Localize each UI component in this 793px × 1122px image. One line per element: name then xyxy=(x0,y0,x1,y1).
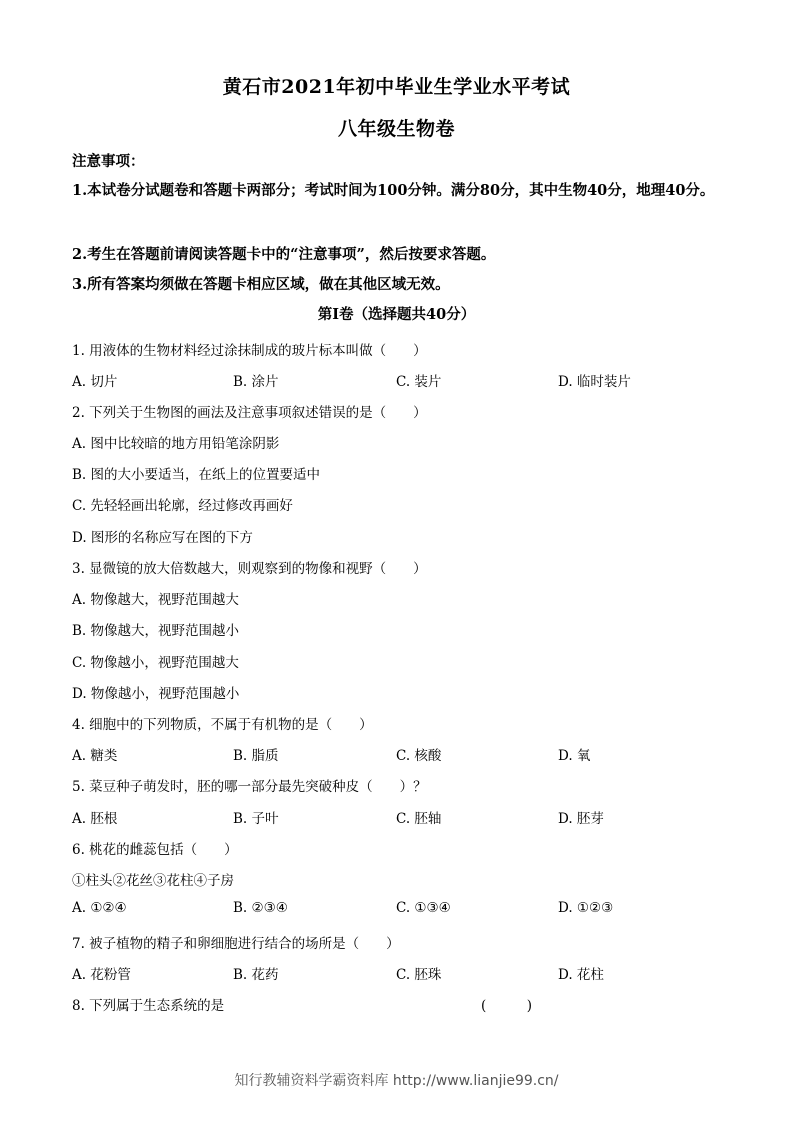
option-b: B. 子叶 xyxy=(233,811,279,827)
option-b: B. 脂质 xyxy=(233,748,279,764)
option-b: B. 花药 xyxy=(233,967,279,983)
question-2-option-a: A. 图中比较暗的地方用铅笔涂阴影 xyxy=(72,436,280,452)
exam-subtitle: 八年级生物卷 xyxy=(337,118,455,140)
option-a: A. 花粉管 xyxy=(72,967,131,983)
option-c: C. 核酸 xyxy=(396,748,442,764)
option-c: C. 装片 xyxy=(396,374,442,390)
note-2: 2.考生在答题前请阅读答题卡中的“注意事项”，然后按要求答题。 xyxy=(72,246,496,263)
option-d: D. 胚芽 xyxy=(558,811,604,827)
option-c: C. ①③④ xyxy=(396,900,451,916)
option-d: D. 临时装片 xyxy=(558,374,631,390)
question-2-option-c: C. 先轻轻画出轮廓，经过修改再画好 xyxy=(72,498,293,514)
option-a: A. 糖类 xyxy=(72,748,118,764)
question-2-option-d: D. 图形的名称应写在图的下方 xyxy=(72,530,253,546)
question-5-options xyxy=(72,807,732,827)
question-2-stem: 2. 下列关于生物图的画法及注意事项叙述错误的是（ ） xyxy=(72,405,427,421)
footer-watermark: 知行教辅资料学霸资料库 http://www.lianjie99.cn/ xyxy=(234,1073,559,1089)
option-a: A. 切片 xyxy=(72,374,118,390)
option-c: C. 胚珠 xyxy=(396,967,442,983)
question-6-options xyxy=(72,900,732,920)
question-6-items: ①柱头②花丝③花柱④子房 xyxy=(72,873,234,889)
option-a: A. 胚根 xyxy=(72,811,118,827)
question-1-options xyxy=(72,370,732,390)
option-c: C. 胚轴 xyxy=(396,811,442,827)
option-d: D. 花柱 xyxy=(558,967,604,983)
question-4-stem: 4. 细胞中的下列物质，不属于有机物的是（ ） xyxy=(72,717,373,733)
question-4-options xyxy=(72,744,732,764)
question-3-option-c: C. 物像越小，视野范围越大 xyxy=(72,655,239,671)
question-3-stem: 3. 显微镜的放大倍数越大，则观察到的物像和视野（ ） xyxy=(72,561,427,577)
note-3: 3.所有答案均须做在答题卡相应区域，做在其他区域无效。 xyxy=(72,276,450,293)
option-b: B. 涂片 xyxy=(233,374,279,390)
question-7-options xyxy=(72,963,732,983)
option-d: D. ①②③ xyxy=(558,900,614,916)
notes-heading: 注意事项： xyxy=(72,153,145,170)
question-7-stem: 7. 被子植物的精子和卵细胞进行结合的场所是（ ） xyxy=(72,936,400,952)
question-6-stem: 6. 桃花的雌蕊包括（ ） xyxy=(72,842,238,858)
note-1: 1.本试卷分试题卷和答题卡两部分；考试时间为100分钟。满分80分，其中生物40分，地理40分。 xyxy=(72,182,715,199)
option-b: B. ②③④ xyxy=(233,900,288,916)
section-title: 第I卷（选择题共40分） xyxy=(317,306,476,323)
question-8-stem: 8. 下列属于生态系统的是 xyxy=(72,998,225,1014)
question-3-option-d: D. 物像越小，视野范围越小 xyxy=(72,686,240,702)
option-a: A. ①②④ xyxy=(72,900,127,916)
question-5-stem: 5. 菜豆种子萌发时，胚的哪一部分最先突破种皮（ ）？ xyxy=(72,779,427,795)
question-3-option-b: B. 物像越大，视野范围越小 xyxy=(72,623,240,639)
question-1-stem: 1. 用液体的生物材料经过涂抹制成的玻片标本叫做（ ） xyxy=(72,343,427,359)
option-d: D. 氧 xyxy=(558,748,591,764)
question-2-option-b: B. 图的大小要适当，在纸上的位置要适中 xyxy=(72,467,321,483)
exam-title: 黄石市2021年初中毕业生学业水平考试 xyxy=(222,76,571,98)
question-8-answer-blank: ( ) xyxy=(481,998,533,1014)
question-3-option-a: A. 物像越大，视野范围越大 xyxy=(72,592,239,608)
